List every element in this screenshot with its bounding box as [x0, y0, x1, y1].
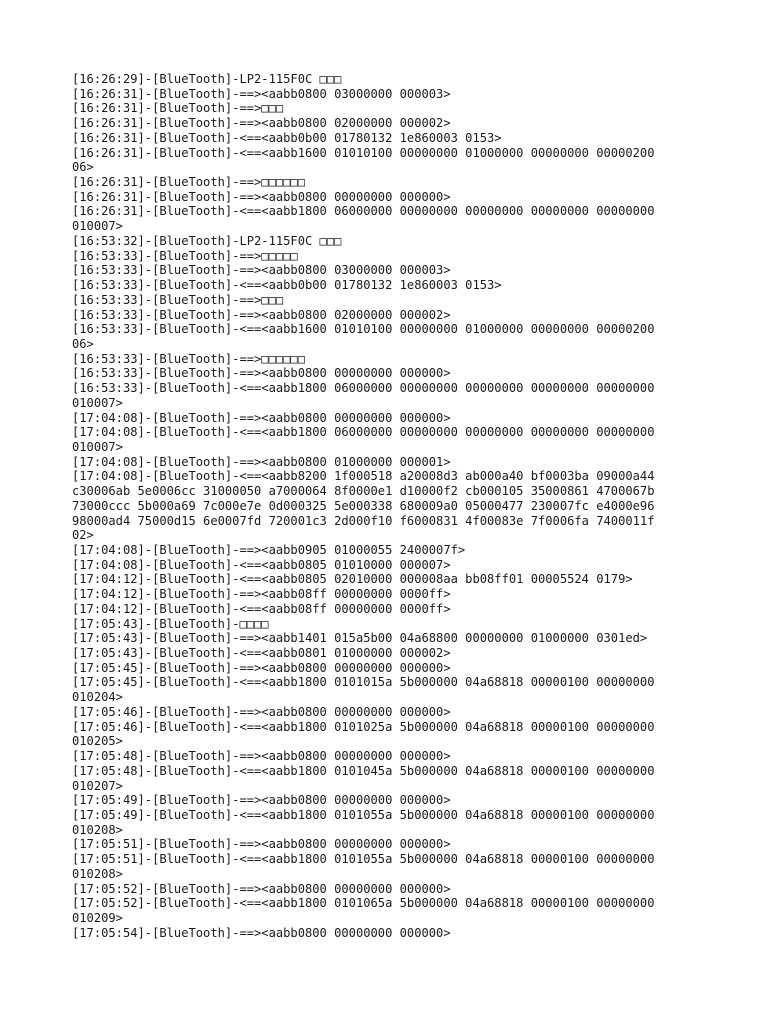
log-line: 010208> [72, 822, 123, 837]
log-line: [16:26:31]-[BlueTooth]-<==<aabb0b00 01780132 1e860003 0153> [72, 130, 502, 145]
log-line: [17:05:43]-[BlueTooth]-<==<aabb0801 01000000 000002> [72, 646, 451, 661]
log-line: [16:26:31]-[BlueTooth]-==><aabb0800 02000000 000002> [72, 116, 451, 131]
log-line: 010208> [72, 866, 123, 881]
log-line: [17:05:46]-[BlueTooth]-<==<aabb1800 0101025a 5b000000 04a68818 00000100 00000000 [72, 719, 655, 734]
log-line: [16:53:32]-[BlueTooth]-LP2-115F0C □□□ [72, 233, 342, 248]
log-line: 010209> [72, 910, 123, 925]
log-line: [16:53:33]-[BlueTooth]-<==<aabb0b00 01780132 1e860003 0153> [72, 278, 502, 293]
log-line: 010007> [72, 395, 123, 410]
log-line: [17:05:52]-[BlueTooth]-==><aabb0800 00000000 000000> [72, 881, 451, 896]
log-line: [16:53:33]-[BlueTooth]-==><aabb0800 02000000 000002> [72, 307, 451, 322]
log-line: [17:05:54]-[BlueTooth]-==><aabb0800 00000000 000000> [72, 925, 451, 940]
log-line: [17:05:52]-[BlueTooth]-<==<aabb1800 0101065a 5b000000 04a68818 00000100 00000000 [72, 896, 655, 911]
log-line: [16:53:33]-[BlueTooth]-==>□□□ [72, 292, 284, 307]
log-line: 06> [72, 160, 94, 175]
log-line: [16:53:33]-[BlueTooth]-==><aabb0800 00000000 000000> [72, 366, 451, 381]
log-line: [17:05:46]-[BlueTooth]-==><aabb0800 00000000 000000> [72, 704, 451, 719]
log-line: c30006ab 5e0006cc 31000050 a7000064 8f0000e1 d10000f2 cb000105 35000861 4700067b [72, 484, 655, 499]
log-line: [17:04:08]-[BlueTooth]-==><aabb0800 01000000 000001> [72, 454, 451, 469]
log-line: [17:05:49]-[BlueTooth]-<==<aabb1800 0101055a 5b000000 04a68818 00000100 00000000 [72, 807, 655, 822]
log-line: 73000ccc 5b000a69 7c000e7e 0d000325 5e000338 680009a0 05000477 230007fc e4000e96 [72, 498, 655, 513]
log-line: 010007> [72, 219, 123, 234]
log-line: [16:53:33]-[BlueTooth]-<==<aabb1600 01010100 00000000 01000000 00000000 00000200 [72, 322, 655, 337]
log-line: 010007> [72, 439, 123, 454]
log-line: [17:05:45]-[BlueTooth]-<==<aabb1800 0101015a 5b000000 04a68818 00000100 00000000 [72, 675, 655, 690]
log-line: [17:05:43]-[BlueTooth]-□□□□ [72, 616, 269, 631]
log-line: [17:05:45]-[BlueTooth]-==><aabb0800 00000000 000000> [72, 660, 451, 675]
log-line: [16:26:31]-[BlueTooth]-==>□□□ [72, 101, 284, 116]
log-line: [16:26:31]-[BlueTooth]-==>□□□□□□ [72, 175, 305, 190]
log-line: 02> [72, 528, 94, 543]
log-line: [17:05:49]-[BlueTooth]-==><aabb0800 00000000 000000> [72, 793, 451, 808]
log-line: 98000ad4 75000d15 6e0007fd 720001c3 2d000f10 f6000831 4f00083e 7f0006fa 7400011f [72, 513, 655, 528]
log-body [72, 72, 692, 940]
log-line: [16:26:31]-[BlueTooth]-==><aabb0800 03000000 000003> [72, 86, 451, 101]
log-line: [16:26:31]-[BlueTooth]-<==<aabb1600 01010100 00000000 01000000 00000000 00000200 [72, 145, 655, 160]
log-line: [17:05:48]-[BlueTooth]-==><aabb0800 00000000 000000> [72, 749, 451, 764]
log-line: [16:26:29]-[BlueTooth]-LP2-115F0C □□□ [72, 72, 342, 86]
log-line: [16:53:33]-[BlueTooth]-<==<aabb1800 06000000 00000000 00000000 00000000 00000000 [72, 381, 655, 396]
log-line: [16:26:31]-[BlueTooth]-<==<aabb1800 06000000 00000000 00000000 00000000 00000000 [72, 204, 655, 219]
log-line: [17:05:43]-[BlueTooth]-==><aabb1401 015a5b00 04a68800 00000000 01000000 0301ed> [72, 631, 648, 646]
log-line: 010204> [72, 690, 123, 705]
log-line: [16:53:33]-[BlueTooth]-==>□□□□□ [72, 248, 298, 263]
log-line: [17:04:08]-[BlueTooth]-<==<aabb1800 06000000 00000000 00000000 00000000 00000000 [72, 425, 655, 440]
log-document [72, 72, 692, 940]
log-line: [17:04:08]-[BlueTooth]-<==<aabb0805 01010000 000007> [72, 557, 451, 572]
log-line: [17:05:51]-[BlueTooth]-<==<aabb1800 0101055a 5b000000 04a68818 00000100 00000000 [72, 852, 655, 867]
log-line: [17:05:48]-[BlueTooth]-<==<aabb1800 0101045a 5b000000 04a68818 00000100 00000000 [72, 763, 655, 778]
log-line: [16:53:33]-[BlueTooth]-==>□□□□□□ [72, 351, 305, 366]
log-line: 06> [72, 336, 94, 351]
log-line: 010205> [72, 734, 123, 749]
log-line: [16:26:31]-[BlueTooth]-==><aabb0800 00000000 000000> [72, 189, 451, 204]
log-line: [17:04:12]-[BlueTooth]-==><aabb08ff 00000000 0000ff> [72, 587, 451, 602]
log-line: [16:53:33]-[BlueTooth]-==><aabb0800 03000000 000003> [72, 263, 451, 278]
log-line: [17:04:12]-[BlueTooth]-<==<aabb0805 02010000 000008aa bb08ff01 00005524 0179> [72, 572, 633, 587]
log-line: [17:04:12]-[BlueTooth]-<==<aabb08ff 00000000 0000ff> [72, 601, 451, 616]
log-line: 010207> [72, 778, 123, 793]
log-line: [17:04:08]-[BlueTooth]-<==<aabb8200 1f000518 a20008d3 ab000a40 bf0003ba 09000a44 [72, 469, 655, 484]
log-line: [17:04:08]-[BlueTooth]-==><aabb0800 00000000 000000> [72, 410, 451, 425]
log-line: [17:05:51]-[BlueTooth]-==><aabb0800 00000000 000000> [72, 837, 451, 852]
log-line: [17:04:08]-[BlueTooth]-==><aabb0905 01000055 2400007f> [72, 543, 466, 557]
